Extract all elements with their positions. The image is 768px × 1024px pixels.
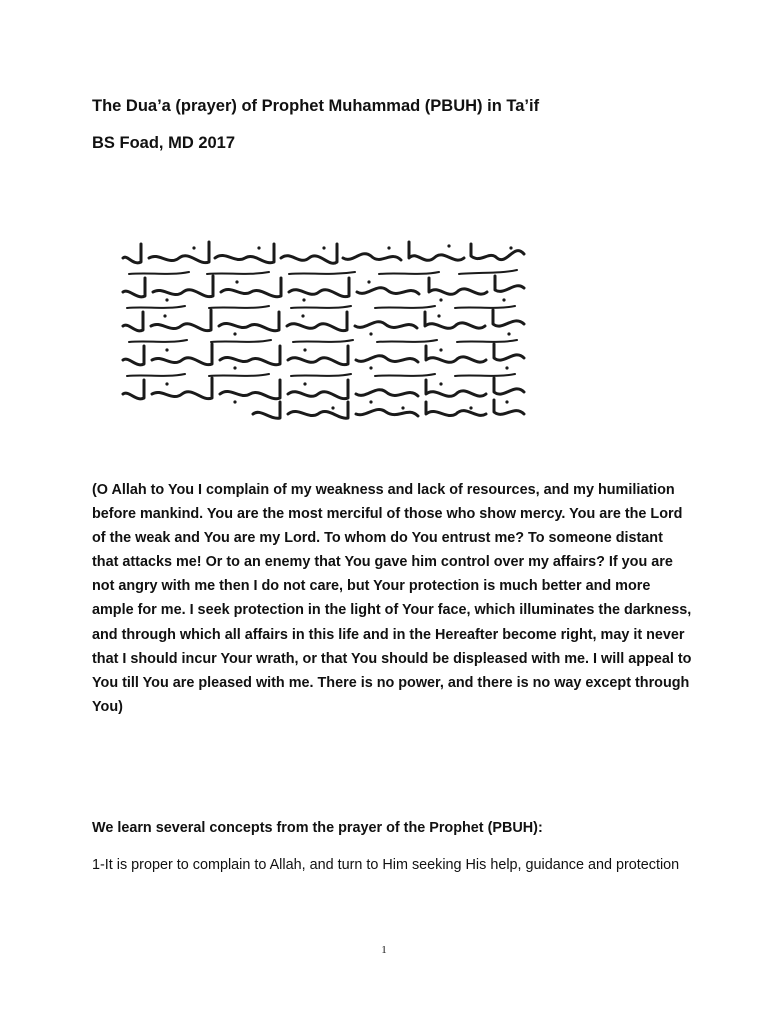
- concepts-heading: We learn several concepts from the prayer of the Prophet (PBUH):: [92, 820, 543, 836]
- page-number: 1: [381, 944, 387, 956]
- translation-paragraph: (O Allah to You I complain of my weakness and lack of resources, and my humiliation before mankind. You are the most merciful of those who show mercy. You are the Lord of the weak and You are my Lord. To whom do You entrust me? To someone distant that attacks me! Or to an enemy that You gave him control over my affairs? If you are not angry with me then I do not care, but Your protection is much better and more ample for me. I seek protection in the light of Your face, which illuminates the darkness, and through which all affairs in this life and in the Hereafter become right, may it never that I should incur Your wrath, or that You should be displeased with me. I will appeal to You till You are pleased with me. There is no power, and there is no way except through You): [92, 482, 692, 715]
- document-title: The Dua’a (prayer) of Prophet Muhammad (PBUH) in Ta’if: [92, 97, 540, 115]
- arabic-calligraphy-image: [119, 236, 530, 422]
- author-line: BS Foad, MD 2017: [92, 134, 236, 152]
- concept-point-1: 1-It is proper to complain to Allah, and turn to Him seeking His help, guidance and protection: [92, 857, 680, 873]
